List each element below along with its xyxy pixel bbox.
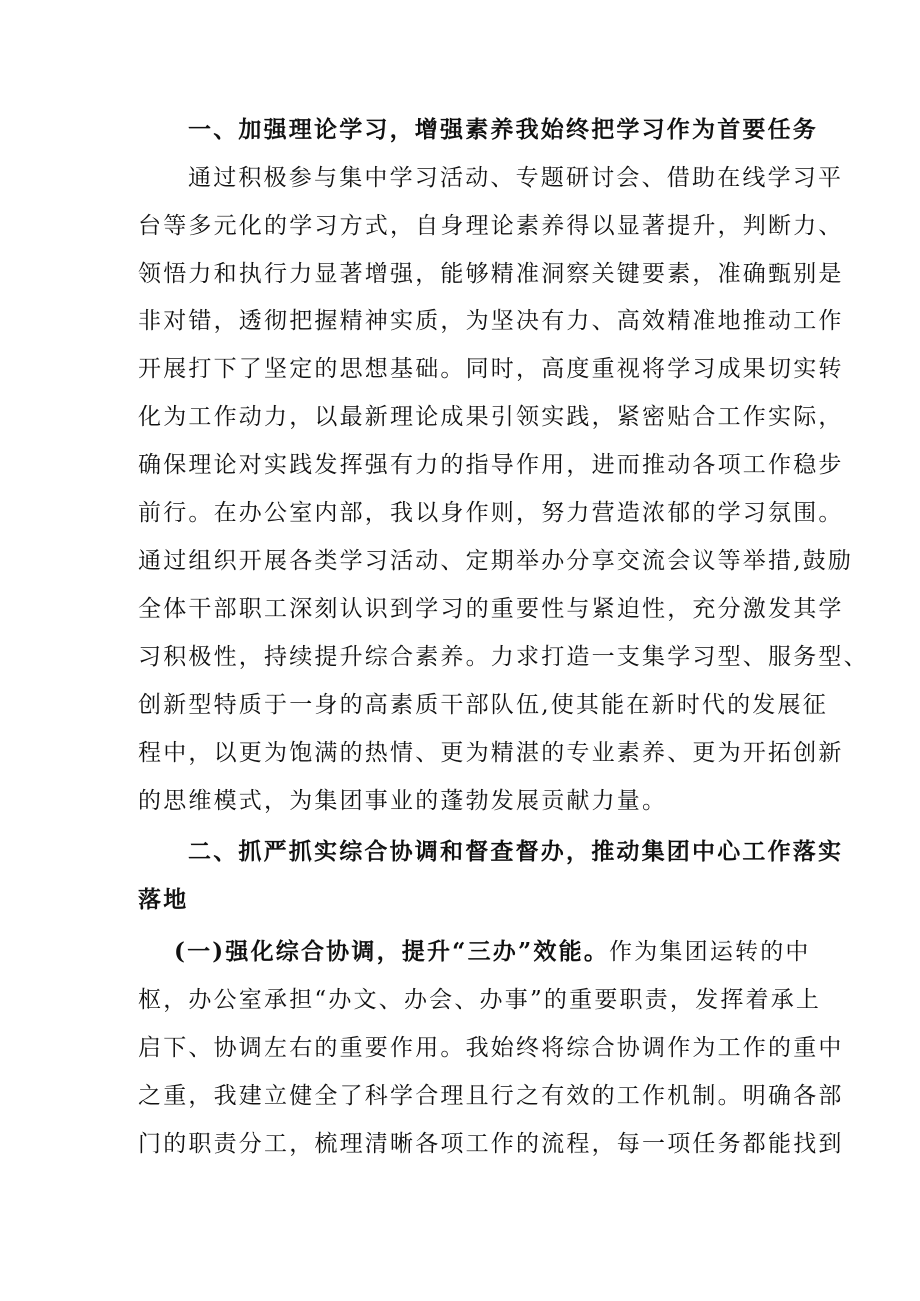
section-heading-1: 一、加强理论学习，增强素养我始终把学习作为首要任务 (188, 116, 818, 143)
paragraph-line: 程中，以更为饱满的热情、更为精湛的专业素养、更为开拓创新 (138, 740, 844, 766)
paragraph-line: 启下、协调左右的重要作用。我始终将综合协调作为工作的重中 (138, 1035, 844, 1061)
paragraph-line: 通过积极参与集中学习活动、专题研讨会、借助在线学习平 (188, 165, 844, 191)
paragraph-line: 枢，办公室承担“办文、办会、办事”的重要职责，发挥着承上 (138, 987, 822, 1013)
paragraph-line: 台等多元化的学习方式，自身理论素养得以显著提升，判断力、 (138, 213, 844, 239)
paragraph-line: 之重，我建立健全了科学合理且行之有效的工作机制。明确各部 (138, 1083, 844, 1109)
paragraph-line: 门的职责分工，梳理清晰各项工作的流程，每一项任务都能找到 (138, 1131, 844, 1157)
paragraph-line: 通过组织开展各类学习活动、定期举办分享交流会议等举措,鼓励 (138, 548, 854, 574)
paragraph-line: 创新型特质于一身的高素质干部队伍,使其能在新时代的发展征 (138, 692, 828, 718)
paragraph-line: 习积极性，持续提升综合素养。力求打造一支集学习型、服务型、 (138, 644, 869, 670)
paragraph-line: 全体干部职工深刻认识到学习的重要性与紧迫性，充分激发其学 (138, 596, 844, 622)
paragraph-line: 领悟力和执行力显著增强，能够精准洞察关键要素，准确甄别是 (138, 261, 844, 287)
subsection-text: 作为集团运转的中 (609, 939, 811, 965)
paragraph-line: 开展打下了坚定的思想基础。同时，高度重视将学习成果切实转 (138, 356, 844, 382)
heading-line: 二、抓严抓实综合协调和督查督办，推动集团中心工作落实 (188, 838, 844, 865)
paragraph-line: 非对错，透彻把握精神实质，为坚决有力、高效精准地推动工作 (138, 308, 844, 334)
paragraph-line: 的思维模式，为集团事业的蓬勃发展贡献力量。 (138, 788, 668, 814)
paragraph-line: 确保理论对实践发挥强有力的指导作用，进而推动各项工作稳步 (138, 452, 844, 478)
subsection-first-line (174, 928, 834, 976)
paragraph-line: 前行。在办公室内部，我以身作则，努力营造浓郁的学习氛围。 (138, 500, 844, 526)
paragraph-line: 化为工作动力，以最新理论成果引领实践，紧密贴合工作实际， (138, 404, 844, 430)
heading-line: 落地 (138, 886, 189, 913)
subsection-lead: (一)强化综合协调，提升“三办”效能。 (174, 938, 610, 965)
